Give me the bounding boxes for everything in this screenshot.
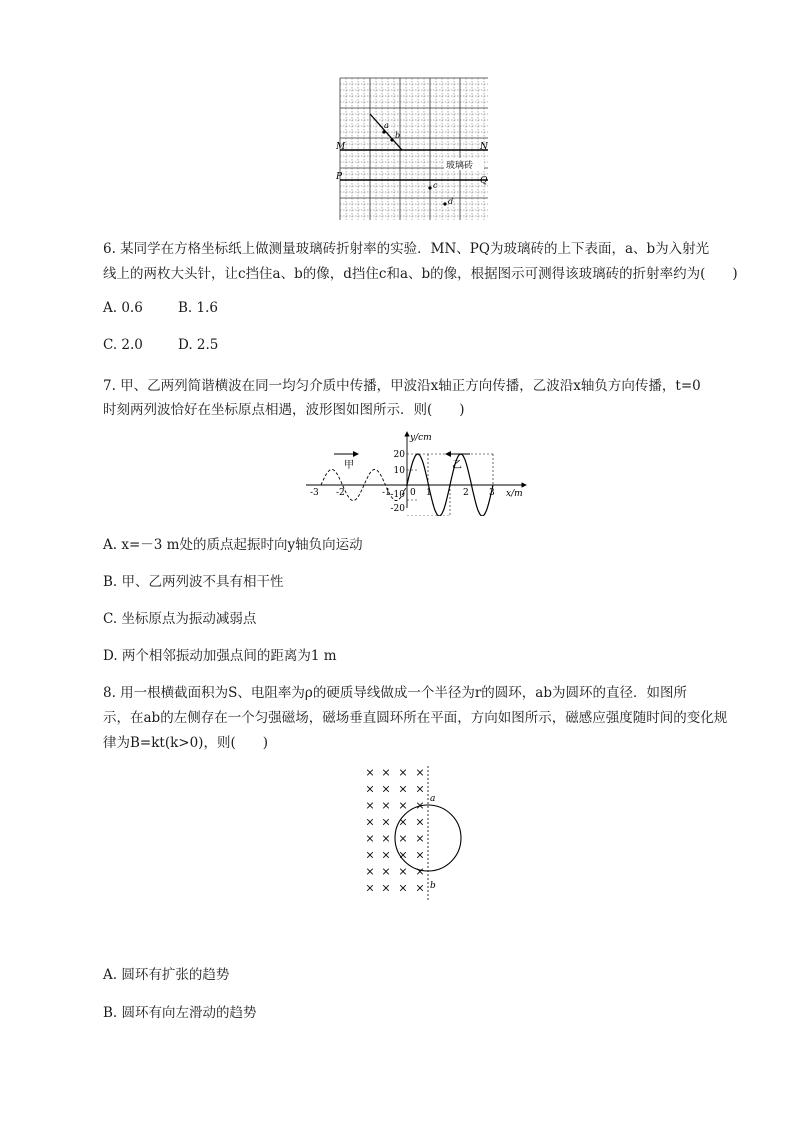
field-cross-icon: ×	[381, 848, 391, 862]
grid-paper	[340, 78, 488, 220]
q7-option-c: C. 坐标原点为振动减弱点	[103, 611, 257, 627]
q8-option-b: B. 圆环有向左滑动的趋势	[103, 1005, 257, 1021]
field-cross-icon: ×	[415, 865, 425, 878]
field-cross-icon: ×	[398, 848, 408, 862]
label-c: c	[433, 181, 438, 190]
field-cross-icon: ×	[365, 799, 375, 812]
field-cross-icon: ×	[415, 799, 425, 812]
field-cross-icon: ×	[365, 815, 375, 829]
field-cross-icon: ×	[415, 848, 425, 862]
field-cross-icon: ×	[415, 782, 425, 796]
field-cross-icon: ×	[398, 782, 408, 796]
tick-x2: 2	[463, 488, 469, 498]
tick-xm1: -1	[382, 488, 391, 498]
tick-y20: 20	[393, 450, 405, 460]
label-d: d	[448, 197, 454, 206]
wave-yi-label: 乙	[452, 460, 462, 471]
label-q: Q	[480, 176, 488, 186]
q6-option-d: D. 2.5	[178, 337, 219, 353]
field-cross-icon: ×	[365, 881, 375, 895]
field-cross-icon: ×	[398, 815, 408, 829]
field-cross-icon: ×	[398, 865, 408, 878]
label-m: M	[336, 142, 346, 152]
field-cross-icon: ×	[381, 881, 391, 895]
field-cross-icon: ×	[398, 799, 408, 812]
tick-x1: 1	[426, 488, 432, 498]
q7-option-a: A. x=－3 m处的质点起振时向y轴负向运动	[103, 537, 363, 553]
tick-ym20: -20	[390, 504, 405, 514]
glass-label: 玻璃砖	[446, 161, 474, 171]
field-cross-icon: ×	[365, 766, 375, 779]
q7-stem-line2: 时刻两列波恰好在坐标原点相遇，波形图如图所示．则( )	[103, 402, 465, 418]
q8-option-a: A. 圆环有扩张的趋势	[103, 967, 230, 983]
tick-y10: 10	[393, 466, 405, 476]
q6-stem-line1: 6. 某同学在方格坐标纸上做测量玻璃砖折射率的实验．MN、PQ为玻璃砖的上下表面，a、b为入射光	[103, 241, 710, 257]
tick-xm2: -2	[336, 488, 345, 498]
field-cross-icon: ×	[415, 766, 425, 779]
field-cross-icon: ×	[365, 865, 375, 878]
field-cross-icon: ×	[398, 881, 408, 895]
field-cross-icon: ×	[415, 815, 425, 829]
field-cross-icon: ×	[365, 832, 375, 845]
field-cross-icon: ×	[398, 832, 408, 845]
wave-jia-label: 甲	[344, 460, 354, 471]
field-cross-icon: ×	[381, 782, 391, 796]
tick-ym10: -10	[390, 490, 405, 500]
tick-xm3: -3	[310, 488, 319, 498]
label-b: b	[430, 881, 436, 891]
q8-stem-line1: 8. 用一根横截面积为S、电阻率为ρ的硬质导线做成一个半径为r的圆环，ab为圆环的直径．如图所	[103, 685, 687, 701]
label-a: a	[430, 794, 436, 804]
refraction-grid-figure	[336, 76, 498, 222]
pin-a	[382, 130, 385, 133]
field-cross-icon: ×	[381, 865, 391, 878]
magnetic-field-crosses	[365, 766, 424, 895]
field-cross-icon: ×	[415, 881, 425, 895]
field-cross-icon: ×	[381, 766, 391, 779]
q7-stem-line1: 7. 甲、乙两列简谐横波在同一均匀介质中传播，甲波沿x轴正方向传播，乙波沿x轴负方向传播，t=0	[103, 378, 701, 394]
pin-b	[390, 138, 393, 141]
pin-c	[428, 186, 431, 189]
wave-figure	[300, 426, 536, 516]
label-b: b	[395, 131, 401, 140]
field-cross-icon: ×	[381, 815, 391, 829]
q7-option-b: B. 甲、乙两列波不具有相干性	[103, 574, 284, 590]
field-cross-icon: ×	[365, 782, 375, 796]
q6-stem-line2: 线上的两枚大头针，让c挡住a、b的像，d挡住c和a、b的像，根据图示可测得该玻璃砖的折射率约为( )	[103, 266, 738, 282]
field-cross-icon: ×	[381, 799, 391, 812]
pin-d	[443, 202, 446, 205]
q6-option-a: A. 0.6	[103, 300, 143, 316]
field-cross-icon: ×	[381, 832, 391, 845]
q6-option-b: B. 1.6	[178, 300, 218, 316]
magnetic-field-figure	[358, 764, 468, 902]
y-axis-label: y/cm	[410, 433, 432, 443]
field-cross-icon: ×	[415, 832, 425, 845]
field-cross-icon: ×	[398, 766, 408, 779]
field-cross-icon: ×	[365, 848, 375, 862]
label-p: P	[336, 172, 343, 182]
label-a: a	[384, 121, 389, 130]
q6-option-c: C. 2.0	[103, 337, 143, 353]
label-n: N	[480, 142, 488, 152]
q8-stem-line2: 示，在ab的左侧存在一个匀强磁场，磁场垂直圆环所在平面，方向如图所示，磁感应强度随时间的变化规	[103, 710, 728, 726]
x-axis-label: x/m	[506, 489, 523, 499]
tick-x0: 0	[410, 488, 416, 498]
q8-stem-line3: 律为B=kt(k>0)，则( )	[103, 735, 268, 751]
q7-option-d: D. 两个相邻振动加强点间的距离为1 m	[103, 648, 337, 664]
tick-x3: 3	[489, 488, 495, 498]
